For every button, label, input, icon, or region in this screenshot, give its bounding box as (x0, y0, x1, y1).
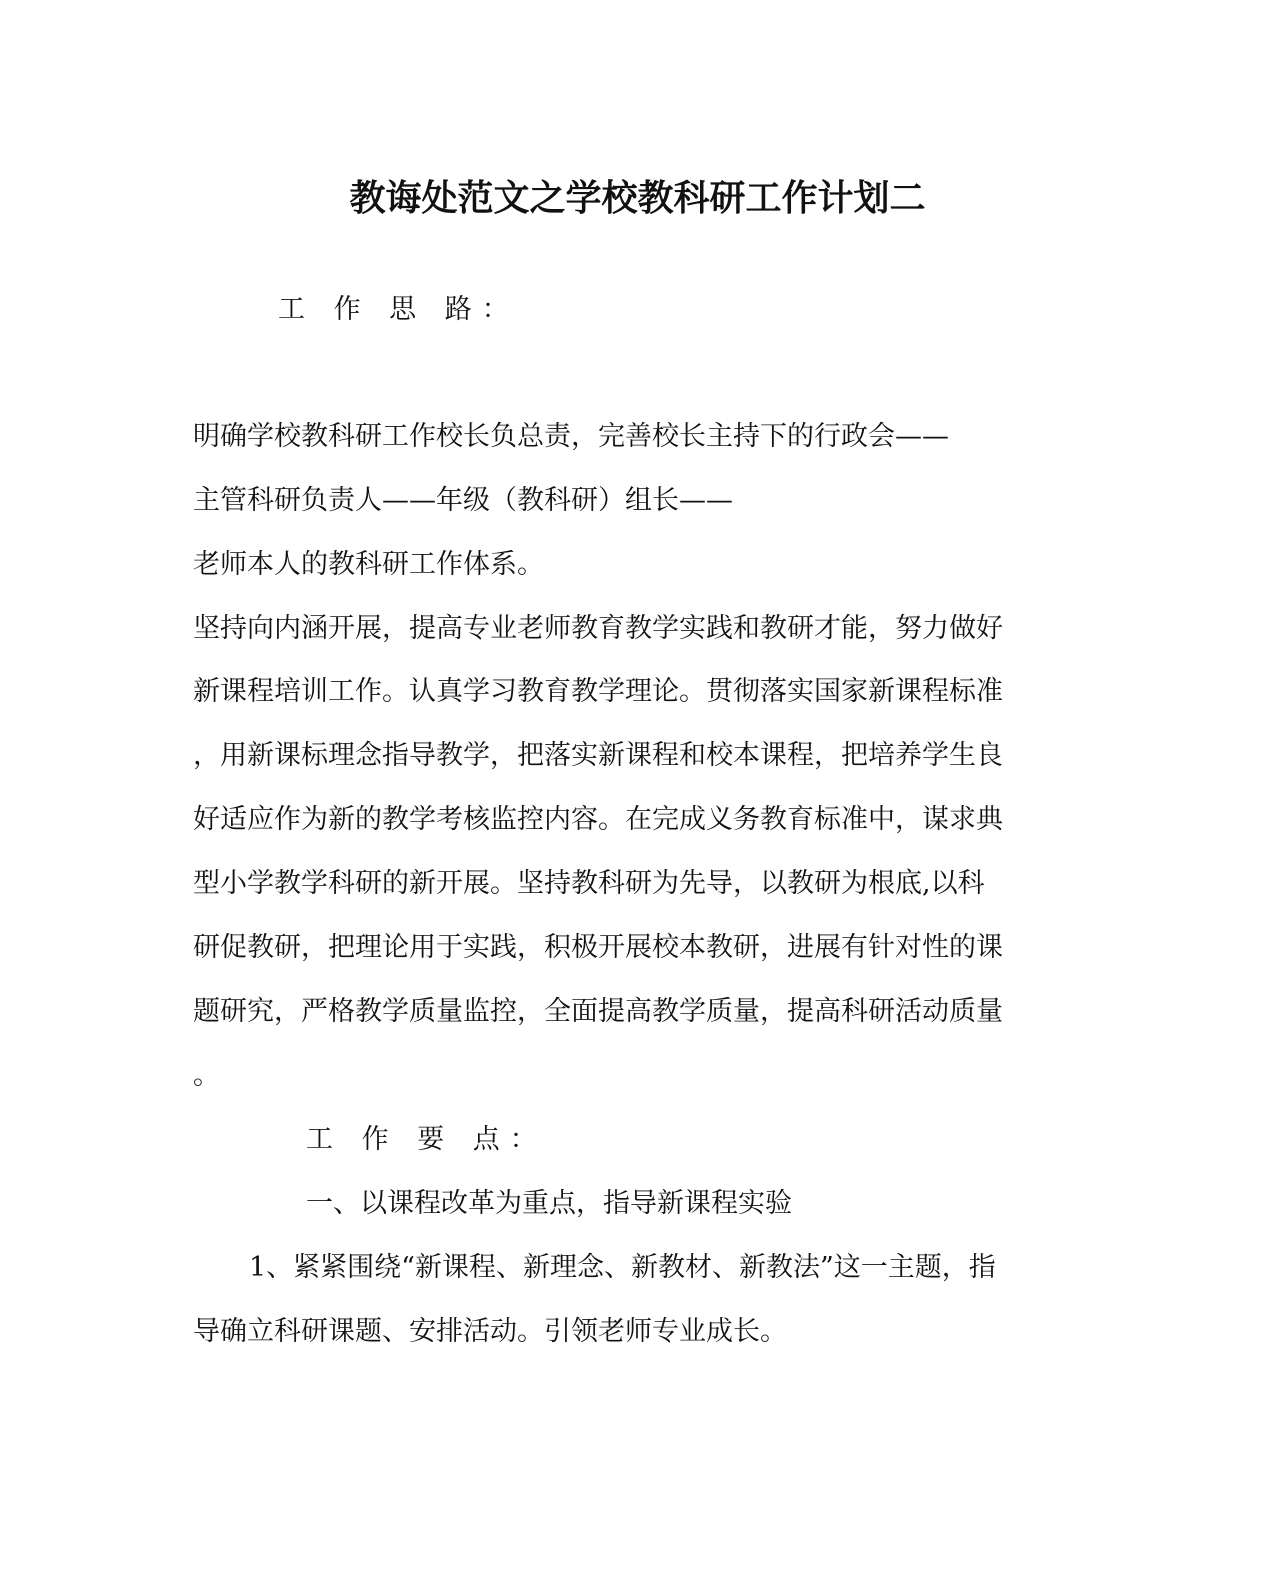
paragraph-line: 老师本人的教科研工作体系。 (193, 549, 544, 580)
heading-work-points: 工 作 要 点： (306, 1124, 547, 1155)
section-heading-one: 一、以课程改革为重点，指导新课程实验 (306, 1188, 792, 1219)
heading-work-approach: 工 作 思 路： (278, 294, 519, 325)
paragraph-line: 主管科研负责人——年级（教科研）组长—— (193, 485, 733, 516)
paragraph-line: 题研究，严格教学质量监控，全面提高教学质量，提高科研活动质量 (193, 996, 1003, 1027)
paragraph-line: 新课程培训工作。认真学习教育教学理论。贯彻落实国家新课程标准 (193, 676, 1003, 707)
list-item-line: 导确立科研课题、安排活动。引领老师专业成长。 (193, 1316, 787, 1347)
paragraph-line: 明确学校教科研工作校长负总责，完善校长主持下的行政会—— (193, 421, 949, 452)
paragraph-line: 。 (193, 1060, 220, 1091)
list-item-line: 1、紧紧围绕“新课程、新理念、新教材、新教法”这一主题，指 (249, 1252, 996, 1283)
paragraph-line: 型小学教学科研的新开展。坚持教科研为先导，以教研为根底,以科 (193, 868, 985, 899)
paragraph-line: 坚持向内涵开展，提高专业老师教育教学实践和教研才能，努力做好 (193, 613, 1003, 644)
paragraph-line: 好适应作为新的教学考核监控内容。在完成义务教育标准中，谋求典 (193, 804, 1003, 835)
paragraph-line: 研促教研，把理论用于实践，积极开展校本教研，进展有针对性的课 (193, 932, 1003, 963)
document-title: 教诲处范文之学校教科研工作计划二 (349, 177, 926, 219)
paragraph-line: ，用新课标理念指导教学，把落实新课程和校本课程，把培养学生良 (193, 740, 1003, 771)
